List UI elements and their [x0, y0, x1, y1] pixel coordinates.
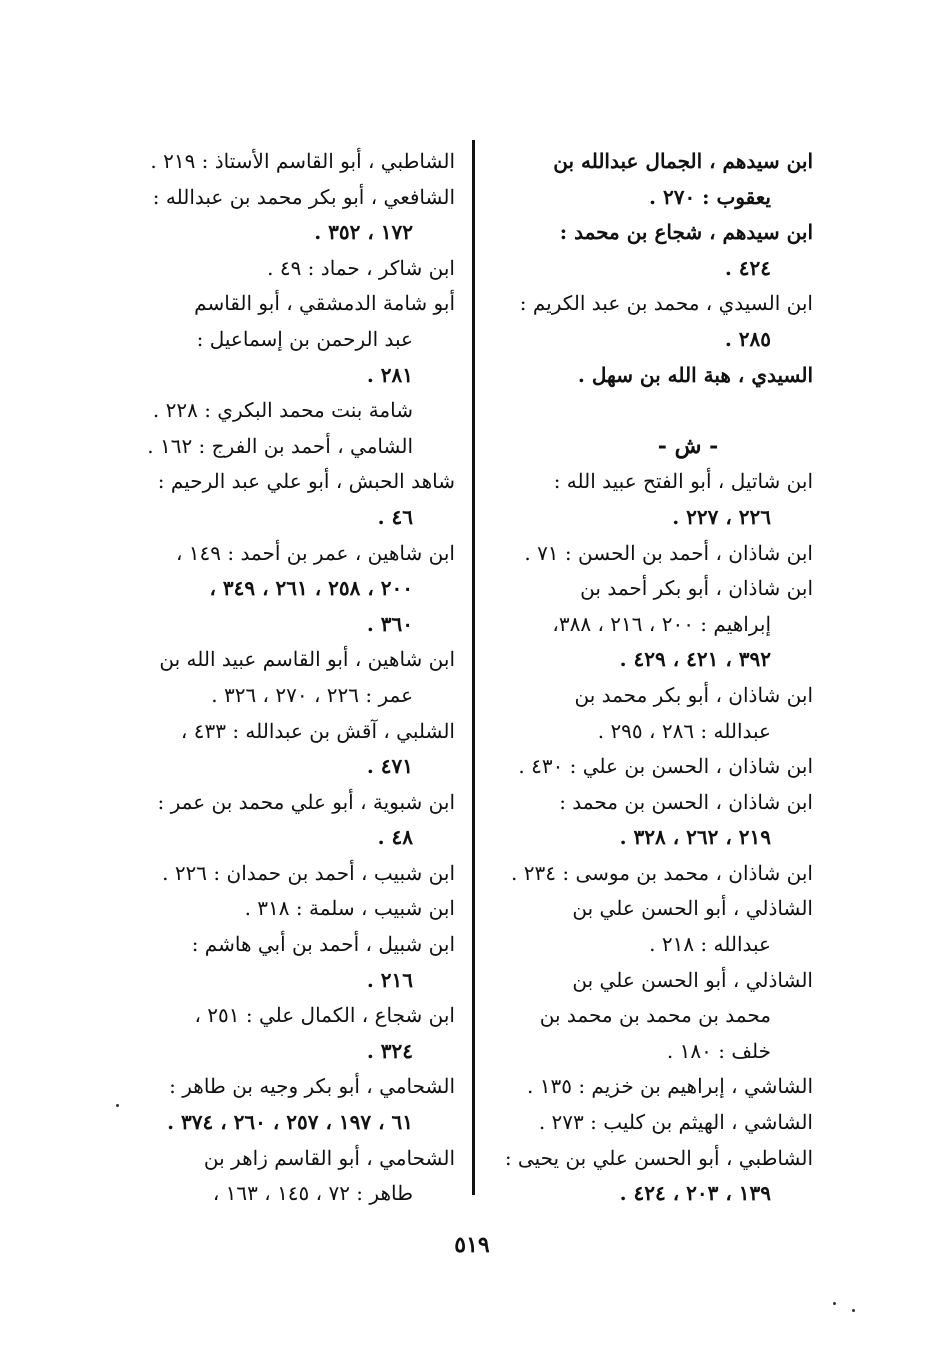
- index-entry-line: ابن السيدي ، محمد بن عبد الكريم :: [519, 291, 813, 316]
- index-entry-line: عبدالله : ٢١٨ .: [649, 932, 771, 957]
- section-letter-heading: - ش -: [657, 432, 719, 459]
- index-entry-line: ابن شجاع ، الكمال علي : ٢٥١ ،: [194, 1003, 455, 1028]
- index-entry-line: ابن شبوية ، أبو علي محمد بن عمر :: [157, 789, 455, 814]
- index-column-left: [145, 144, 455, 1212]
- index-column-right: [503, 144, 813, 1212]
- index-entry-line: ٢٠٠ ، ٢٥٨ ، ٢٦١ ، ٣٤٩ ،: [209, 576, 413, 601]
- index-entry-line: ٢١٦ .: [366, 967, 413, 992]
- index-entry-line: ابن شبيل ، أحمد بن أبي هاشم :: [191, 932, 455, 957]
- index-entry-line: الشاذلي ، أبو الحسن علي بن: [572, 967, 813, 992]
- index-entry-line: ابن شاذان ، محمد بن موسى : ٢٣٤ .: [511, 860, 813, 885]
- index-entry-line: شامة بنت محمد البكري : ٢٢٨ .: [152, 398, 413, 423]
- index-entry-line: ٣٢٤ .: [366, 1038, 413, 1063]
- index-entry-line: الشامي ، أحمد بن الفرج : ١٦٢ .: [147, 433, 413, 458]
- index-entry-line: محمد بن محمد بن محمد بن: [539, 1003, 771, 1028]
- index-entry-line: ٢٨١ .: [366, 362, 413, 387]
- speck-mark: [833, 1302, 836, 1305]
- index-entry-line: الشاشي ، الهيثم بن كليب : ٢٧٣ .: [538, 1110, 813, 1135]
- index-entry-line: عمر : ٢٢٦ ، ٢٧٠ ، ٣٢٦ .: [211, 682, 413, 707]
- index-entry-line: الشاشي ، إبراهيم بن خزيم : ١٣٥ .: [527, 1074, 813, 1099]
- index-entry-line: ٢٢٦ ، ٢٢٧ .: [672, 504, 771, 529]
- index-entry-line: إبراهيم : ٢٠٠ ، ٢١٦ ، ٣٨٨،: [552, 611, 771, 636]
- index-entry-line: ابن شاذان ، أبو بكر أحمد بن: [580, 576, 813, 601]
- index-entry-line: السيدي ، هبة الله بن سهل .: [577, 362, 813, 387]
- index-entry-line: ٣٩٢ ، ٤٢١ ، ٤٢٩ .: [619, 647, 771, 672]
- index-entry-line: ابن شبيب ، أحمد بن حمدان : ٢٢٦ .: [162, 860, 455, 885]
- index-entry-line: ٦١ ، ١٩٧ ، ٢٥٧ ، ٢٦٠ ، ٣٧٤ .: [167, 1110, 413, 1135]
- index-entry-line: ابن شاهين ، عمر بن أحمد : ١٤٩ ،: [175, 540, 455, 565]
- speck-mark: [852, 1309, 855, 1312]
- index-entry-line: الشحامي ، أبو بكر وجيه بن طاهر :: [169, 1074, 455, 1099]
- index-entry-line: الشافعي ، أبو بكر محمد بن عبدالله :: [152, 184, 455, 209]
- index-entry-line: عبدالله : ٢٨٦ ، ٢٩٥ .: [597, 718, 771, 743]
- index-entry-line: يعقوب : ٢٧٠ .: [649, 184, 771, 209]
- index-entry-line: شاهد الحبش ، أبو علي عبد الرحيم :: [157, 469, 455, 494]
- index-entry-line: ٢٨٥ .: [724, 326, 771, 351]
- index-entry-line: ٢١٩ ، ٢٦٢ ، ٣٢٨ .: [619, 825, 771, 850]
- index-entry-line: ٤٢٤ .: [724, 255, 771, 280]
- index-entry-line: ابن سيدهم ، الجمال عبدالله بن: [553, 149, 813, 173]
- index-entry-line: ابن شاهين ، أبو القاسم عبيد الله بن: [159, 647, 455, 672]
- index-entry-line: ابن شاتيل ، أبو الفتح عبيد الله :: [553, 469, 813, 494]
- index-entry-line: الشاطبي ، أبو الحسن علي بن يحيى :: [504, 1145, 813, 1170]
- speck-mark: [116, 1104, 119, 1107]
- index-entry-line: ابن شبيب ، سلمة : ٣١٨ .: [244, 896, 455, 921]
- index-entry-line: خلف : ١٨٠ .: [666, 1038, 771, 1063]
- index-entry-line: الشاذلي ، أبو الحسن علي بن: [572, 896, 813, 921]
- index-entry-line: ابن شاذان ، الحسن بن محمد :: [559, 789, 813, 814]
- index-entry-line: ٤٧١ .: [366, 754, 413, 779]
- index-entry-line: ٤٨ .: [377, 825, 413, 850]
- page-number: ٥١٩: [454, 1232, 490, 1258]
- index-entry-line: الشحامي ، أبو القاسم زاهر بن: [203, 1145, 455, 1170]
- index-entry-line: ابن شاذان ، أحمد بن الحسن : ٧١ .: [524, 540, 813, 565]
- index-entry-line: ٣٦٠ .: [366, 611, 413, 636]
- index-entry-line: الشلبي ، آقش بن عبدالله : ٤٣٣ ،: [180, 718, 455, 743]
- index-entry-line: عبد الرحمن بن إسماعيل :: [196, 326, 413, 351]
- blank-line: [503, 393, 813, 429]
- index-entry-line: ابن سيدهم ، شجاع بن محمد :: [559, 220, 813, 245]
- index-entry-line: الشاطبي ، أبو القاسم الأستاذ : ٢١٩ .: [150, 149, 455, 173]
- index-entry-line: ابن شاذان ، الحسن بن علي : ٤٣٠ .: [518, 754, 813, 779]
- index-entry-line: طاهر : ٧٢ ، ١٤٥ ، ١٦٣ ،: [212, 1181, 413, 1206]
- index-entry-line: أبو شامة الدمشقي ، أبو القاسم: [194, 291, 455, 316]
- index-entry-line: ١٧٢ ، ٣٥٢ .: [314, 220, 413, 245]
- column-divider: [472, 140, 475, 1195]
- index-entry-line: ١٣٩ ، ٢٠٣ ، ٤٢٤ .: [619, 1181, 771, 1206]
- index-entry-line: ابن شاذان ، أبو بكر محمد بن: [574, 682, 813, 707]
- index-entry-line: ابن شاكر ، حماد : ٤٩ .: [267, 255, 455, 280]
- index-entry-line: ٤٦ .: [377, 504, 413, 529]
